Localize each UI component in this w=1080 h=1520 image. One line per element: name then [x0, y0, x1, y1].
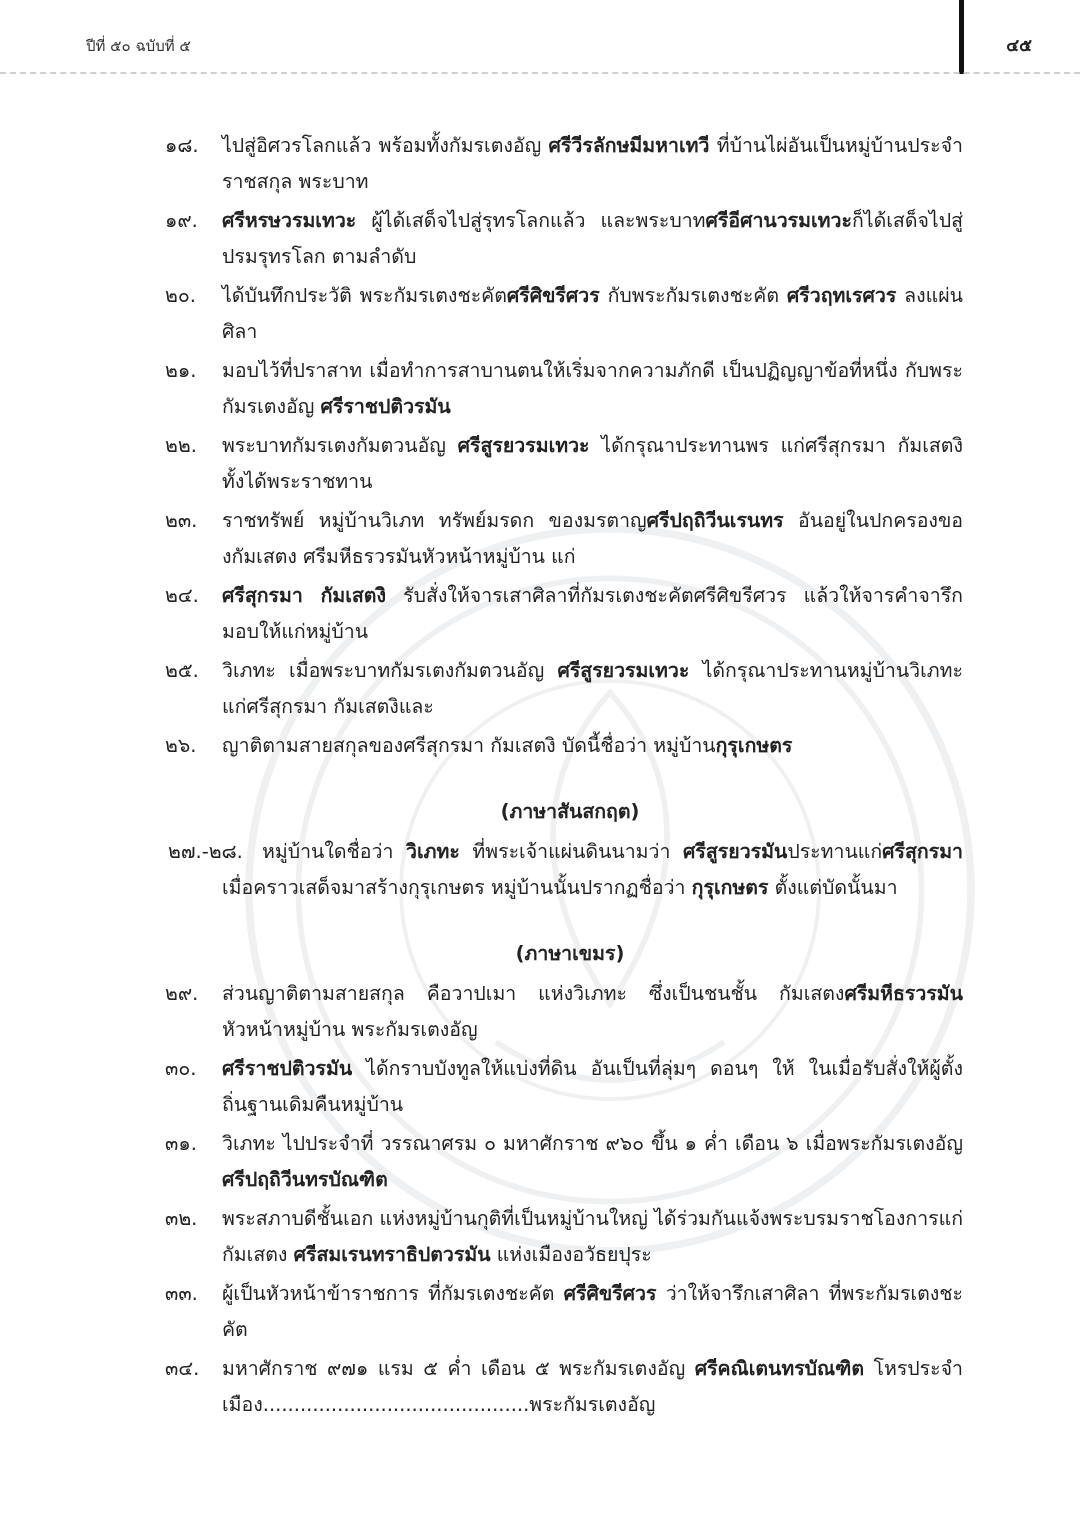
item-text: หัวหน้าหมู่บ้าน พระกัมรเตงอัญ	[222, 1018, 478, 1041]
item-number: ๑๘.	[165, 134, 199, 157]
list-item	[0, 578, 1080, 650]
list-item	[0, 503, 1080, 575]
list-item	[0, 1201, 1080, 1273]
list-item	[0, 428, 1080, 500]
item-text: ก็ได้เสด็จไปสู่ปรมรุทรโลก ตามลำดับ	[222, 209, 963, 268]
page-header	[0, 0, 1080, 76]
item-name-bold: ศรีหรษวรมเทวะ	[222, 209, 357, 232]
item-name-bold: ศรีศิขรีศวร	[563, 1282, 657, 1305]
list-item	[0, 1126, 1080, 1198]
item-name-bold: ศรีวฤทเรศวร	[786, 284, 897, 307]
item-text: ที่พระเจ้าแผ่นดินนามว่า	[459, 840, 684, 863]
item-name-bold: ศรีสมเรนทราธิปตวรมัน	[293, 1243, 491, 1266]
item-text: ได้กรุณาประทานพร แก่ศรีสุกรมา กัมเสตงิ ทั้งได้พระราชทาน	[222, 434, 963, 493]
item-text: ไปสู่อิศวรโลกแล้ว พร้อมทั้งกัมรเตงอัญ	[222, 134, 549, 157]
list-item	[0, 653, 1080, 725]
item-number: ๓๓.	[165, 1282, 198, 1305]
item-text: หมู่บ้านใดชื่อว่า	[262, 840, 406, 863]
item-text: โหรประจำเมือง...........................................พระกัมรเตงอัญ	[222, 1357, 963, 1416]
item-name-bold: ศรีราชปติวรมัน	[320, 395, 451, 418]
item-text: พระบาทกัมรเตงกัมตวนอัญ	[222, 434, 458, 457]
list-item	[0, 278, 1080, 350]
item-text: ได้บันทึกประวัติ พระกัมรเตงชะคัต	[222, 284, 507, 307]
numbered-list-b	[0, 834, 1080, 906]
list-item	[0, 353, 1080, 425]
item-number: ๒๖.	[165, 734, 197, 757]
item-number: ๒๙.	[165, 982, 199, 1005]
list-item	[0, 1276, 1080, 1348]
item-text: ได้กราบบังทูลให้แบ่งที่ดิน อันเป็นที่ลุ่มๆ ดอนๆ ให้ ในเมื่อรับสั่งให้ผู้ตั้งถิ่นฐานเดิมคืนหมู่บ้าน	[222, 1057, 963, 1116]
item-name-bold: ศรีสุกรมา	[882, 840, 963, 863]
section-title-sanskrit: (ภาษาสันสกฤต)	[500, 800, 640, 823]
item-name-bold: ศรีคณิเตนทรบัณฑิต	[694, 1357, 864, 1380]
item-name-bold: กุรุเกษตร	[715, 734, 793, 757]
item-text: มหาศักราช ๙๗๑ แรม ๕ ค่ำ เดือน ๕ พระกัมรเตงอัญ	[222, 1357, 695, 1380]
list-item	[0, 1051, 1080, 1123]
item-name-bold: ศรีปฤถิวีนเรนทร	[646, 509, 784, 532]
item-name-bold: ศรีราชปติวรมัน	[222, 1057, 353, 1080]
item-name-bold: ศรีวีรลักษมีมหาเทวี	[548, 134, 710, 157]
item-text: ส่วนญาติตามสายสกุล คือวาปเมา แห่งวิเภทะ ซึ่งเป็นชนชั้น กัมเสตง	[222, 982, 845, 1005]
item-text: วิเภทะ เมื่อพระบาทกัมรเตงกัมตวนอัญ	[222, 659, 558, 682]
item-number: ๒๐.	[165, 284, 196, 307]
item-name-bold: กุรุเกษตร	[691, 876, 769, 899]
item-number: ๒๗.-๒๘.	[168, 840, 243, 863]
item-text: ตั้งแต่บัดนั้นมา	[768, 876, 898, 899]
page-number: ๔๕	[1006, 36, 1032, 56]
item-name-bold: ศรีอีศานวรมเทวะ	[705, 209, 852, 232]
item-text: อันอยู่ในปกครองของกัมเสตง ศรีมหีธรวรมันหัวหน้าหมู่บ้าน แก่	[222, 509, 963, 568]
document-body	[0, 128, 1080, 1426]
item-name-bold: ศรีปฤถิวีนทรบัณฑิต	[222, 1168, 388, 1191]
item-text: พระสภาบดีชั้นเอก แห่งหมู่บ้านกุติที่เป็นหมู่บ้านใหญ่ ได้ร่วมกันแจ้งพระบรมราชโองการแก่กัมเสตง	[222, 1207, 963, 1266]
section-title-khmer: (ภาษาเขมร)	[515, 942, 625, 965]
header-divider	[959, 0, 964, 74]
list-item	[0, 203, 1080, 275]
header-rule	[0, 72, 1080, 74]
numbered-list-c	[0, 976, 1080, 1423]
item-text: ได้กรุณาประทานหมู่บ้านวิเภทะแก่ศรีสุกรมา กัมเสตงิและ	[222, 659, 963, 718]
list-item	[0, 128, 1080, 200]
item-number: ๒๔.	[165, 584, 199, 607]
list-item	[0, 834, 1080, 906]
item-name-bold: ศรีสูรยวรมเทวะ	[557, 659, 690, 682]
item-number: ๒๕.	[165, 659, 199, 682]
item-name-bold: ศรีสูรยวรมัน	[683, 840, 788, 863]
item-text: แห่งเมืองอวัธยปุระ	[490, 1243, 652, 1266]
item-text: ราชทรัพย์ หมู่บ้านวิเภท ทรัพย์มรดก ของมรตาญ	[222, 509, 647, 532]
item-text: วิเภทะ ไปประจำที่ วรรณาศรม ๐ มหาศักราช ๙๖๐ ขึ้น ๑ ค่ำ เดือน ๖ เมื่อพระกัมรเตงอัญ	[222, 1132, 963, 1155]
list-item	[0, 1351, 1080, 1423]
item-text: ผู้ได้เสด็จไปสู่รุทรโลกแล้ว และพระบาท	[356, 209, 706, 232]
item-number: ๒๓.	[165, 509, 198, 532]
item-name-bold: ศรีมหีธรวรมัน	[844, 982, 963, 1005]
item-number: ๑๙.	[165, 209, 198, 232]
item-text: ญาติตามสายสกุลของศรีสุกรมา กัมเสตงิ บัดนี้ชื่อว่า หมู่บ้าน	[222, 734, 716, 757]
item-number: ๓๔.	[165, 1357, 200, 1380]
issue-label: ปีที่ ๕๐ ฉบับที่ ๕	[86, 37, 191, 55]
item-name-bold: ศรีสุกรมา กัมเสตงิ	[222, 584, 386, 607]
item-text: ว่าให้จารึกเสาศิลา ที่พระกัมรเตงชะคัต	[222, 1282, 963, 1341]
numbered-list-a	[0, 128, 1080, 764]
item-number: ๓๐.	[165, 1057, 197, 1080]
item-text: กับพระกัมรเตงชะคัต	[599, 284, 787, 307]
item-text: ที่บ้านไผ่อันเป็นหมู่บ้านประจำราชสกุล พระบาท	[222, 134, 963, 193]
item-text: รับสั่งให้จารเสาศิลาที่กัมรเตงชะคัตศรีศิขรีศวร แล้วให้จารคำจารึกมอบให้แก่หมู่บ้าน	[222, 584, 963, 643]
item-name-bold: ศรีศิขรีศวร	[506, 284, 600, 307]
item-number: ๓๑.	[165, 1132, 197, 1155]
item-text: ผู้เป็นหัวหน้าข้าราชการ ที่กัมรเตงชะคัต	[222, 1282, 564, 1305]
item-name-bold: ศรีสูรยวรมเทวะ	[457, 434, 590, 457]
item-name-bold: วิเภทะ	[406, 840, 460, 863]
item-number: ๓๒.	[165, 1207, 198, 1230]
item-text: ลงแผ่นศิลา	[222, 284, 963, 343]
item-text: เมื่อคราวเสด็จมาสร้างกุรุเกษตร หมู่บ้านนั้นปรากฏชื่อว่า	[222, 876, 692, 899]
item-number: ๒๑.	[165, 359, 197, 382]
item-text: มอบไว้ที่ปราสาท เมื่อทำการสาบานตนให้เริ่มจากความภักดี เป็นปฏิญญาข้อที่หนึ่ง กับพระกัมรเตงอัญ	[222, 359, 963, 418]
item-text: ประทานแก่	[787, 840, 883, 863]
list-item	[0, 976, 1080, 1048]
item-number: ๒๒.	[165, 434, 197, 457]
list-item	[0, 728, 1080, 764]
